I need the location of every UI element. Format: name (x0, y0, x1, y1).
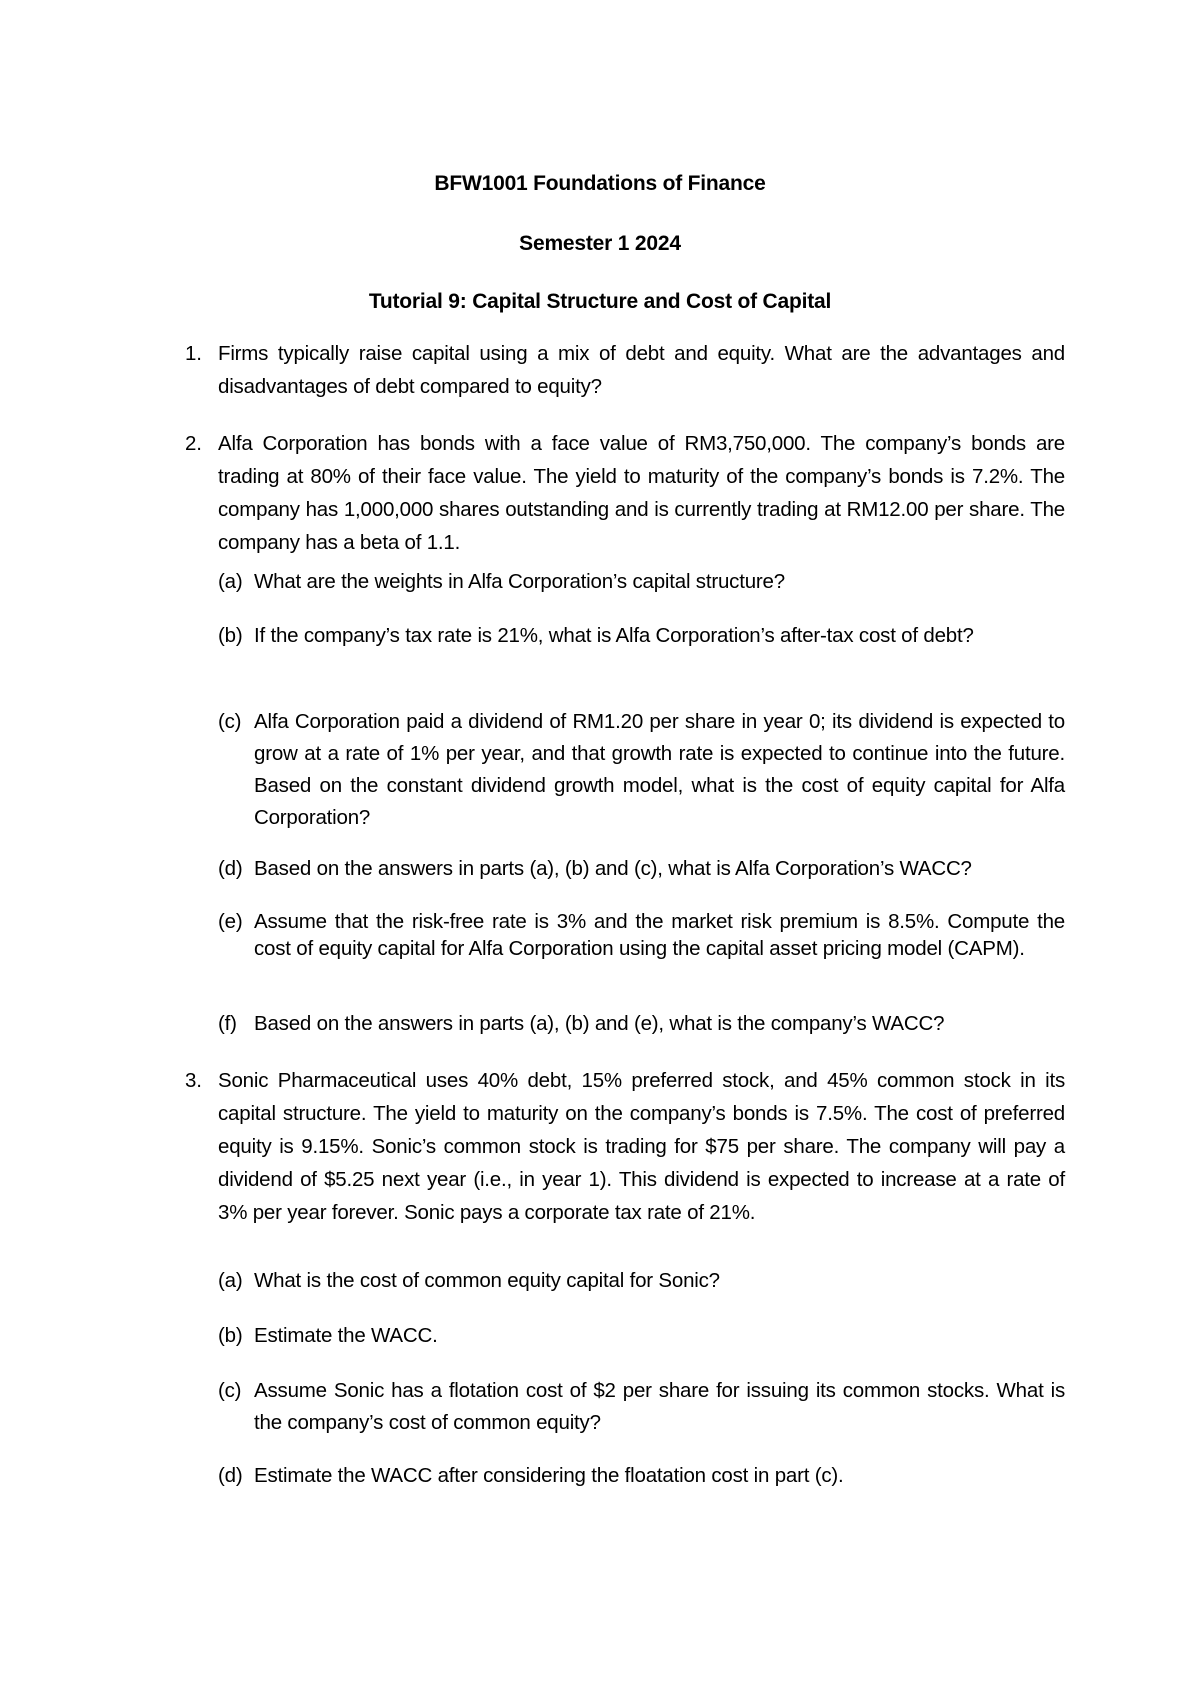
question-3-part-d (218, 1460, 1065, 1492)
question-2-part-c (218, 706, 1065, 834)
question-2-part-a (218, 566, 1065, 598)
part-label: (d) (218, 857, 243, 880)
part-text: Estimate the WACC. (254, 1324, 438, 1347)
question-3-part-c (218, 1375, 1065, 1439)
part-text: Assume Sonic has a flotation cost of $2 per share for issuing its common stocks. What is the company’s cost of common equity? (254, 1379, 1065, 1434)
question-2-part-e (218, 908, 1065, 962)
part-label: (e) (218, 910, 243, 933)
question-text: Firms typically raise capital using a mix of debt and equity. What are the advantages and disadvantages of debt compared to equity? (218, 342, 1065, 398)
question-number: 1. (185, 342, 202, 365)
part-text: Based on the answers in parts (a), (b) and (e), what is the company’s WACC? (254, 1012, 945, 1035)
part-label: (c) (218, 1379, 242, 1402)
question-number: 3. (185, 1069, 202, 1092)
part-label: (a) (218, 570, 243, 593)
question-3 (185, 1064, 1065, 1229)
question-2 (185, 427, 1065, 559)
part-text: If the company’s tax rate is 21%, what is Alfa Corporation’s after-tax cost of debt? (254, 624, 974, 647)
part-text: What is the cost of common equity capital for Sonic? (254, 1269, 720, 1292)
question-2-part-f (218, 1008, 1065, 1040)
part-label: (b) (218, 624, 243, 647)
part-label: (c) (218, 710, 242, 733)
question-1 (185, 337, 1065, 403)
part-text: Estimate the WACC after considering the floatation cost in part (c). (254, 1464, 844, 1487)
part-text: What are the weights in Alfa Corporation’s capital structure? (254, 570, 785, 593)
course-title: BFW1001 Foundations of Finance (434, 172, 766, 195)
tutorial-title: Tutorial 9: Capital Structure and Cost of Capital (368, 290, 832, 313)
semester-title: Semester 1 2024 (519, 232, 681, 255)
part-text: Alfa Corporation paid a dividend of RM1.20 per share in year 0; its dividend is expected to grow at a rate of 1% per year, and that growth rate is expected to continue into the future. Based on the constant dividend growth model, what is the cost of equity capital for Alfa Corporation? (254, 710, 1065, 829)
part-label: (f) (218, 1012, 237, 1035)
part-text: Assume that the risk-free rate is 3% and the market risk premium is 8.5%. Compute the cost of equity capital for Alfa Corporation using the capital asset pricing model (CAPM). (254, 910, 1065, 960)
question-text: Alfa Corporation has bonds with a face value of RM3,750,000. The company’s bonds are trading at 80% of their face value. The yield to maturity of the company’s bonds is 7.2%. The company has 1,000,000 shares outstanding and is currently trading at RM12.00 per share. The company has a beta of 1.1. (218, 432, 1065, 554)
question-number: 2. (185, 432, 202, 455)
question-2-part-b (218, 620, 1065, 652)
part-label: (a) (218, 1269, 243, 1292)
question-text: Sonic Pharmaceutical uses 40% debt, 15% preferred stock, and 45% common stock in its capital structure. The yield to maturity on the company’s bonds is 7.5%. The cost of preferred equity is 9.15%. Sonic’s common stock is trading for $75 per share. The company will pay a dividend of $5.25 next year (i.e., in year 1). This dividend is expected to increase at a rate of 3% per year forever. Sonic pays a corporate tax rate of 21%. (218, 1069, 1065, 1224)
question-2-part-d (218, 853, 1065, 885)
part-label: (b) (218, 1324, 243, 1347)
part-label: (d) (218, 1464, 243, 1487)
part-text: Based on the answers in parts (a), (b) and (c), what is Alfa Corporation’s WACC? (254, 857, 972, 880)
question-3-part-a (218, 1265, 1065, 1297)
question-3-part-b (218, 1320, 1065, 1352)
